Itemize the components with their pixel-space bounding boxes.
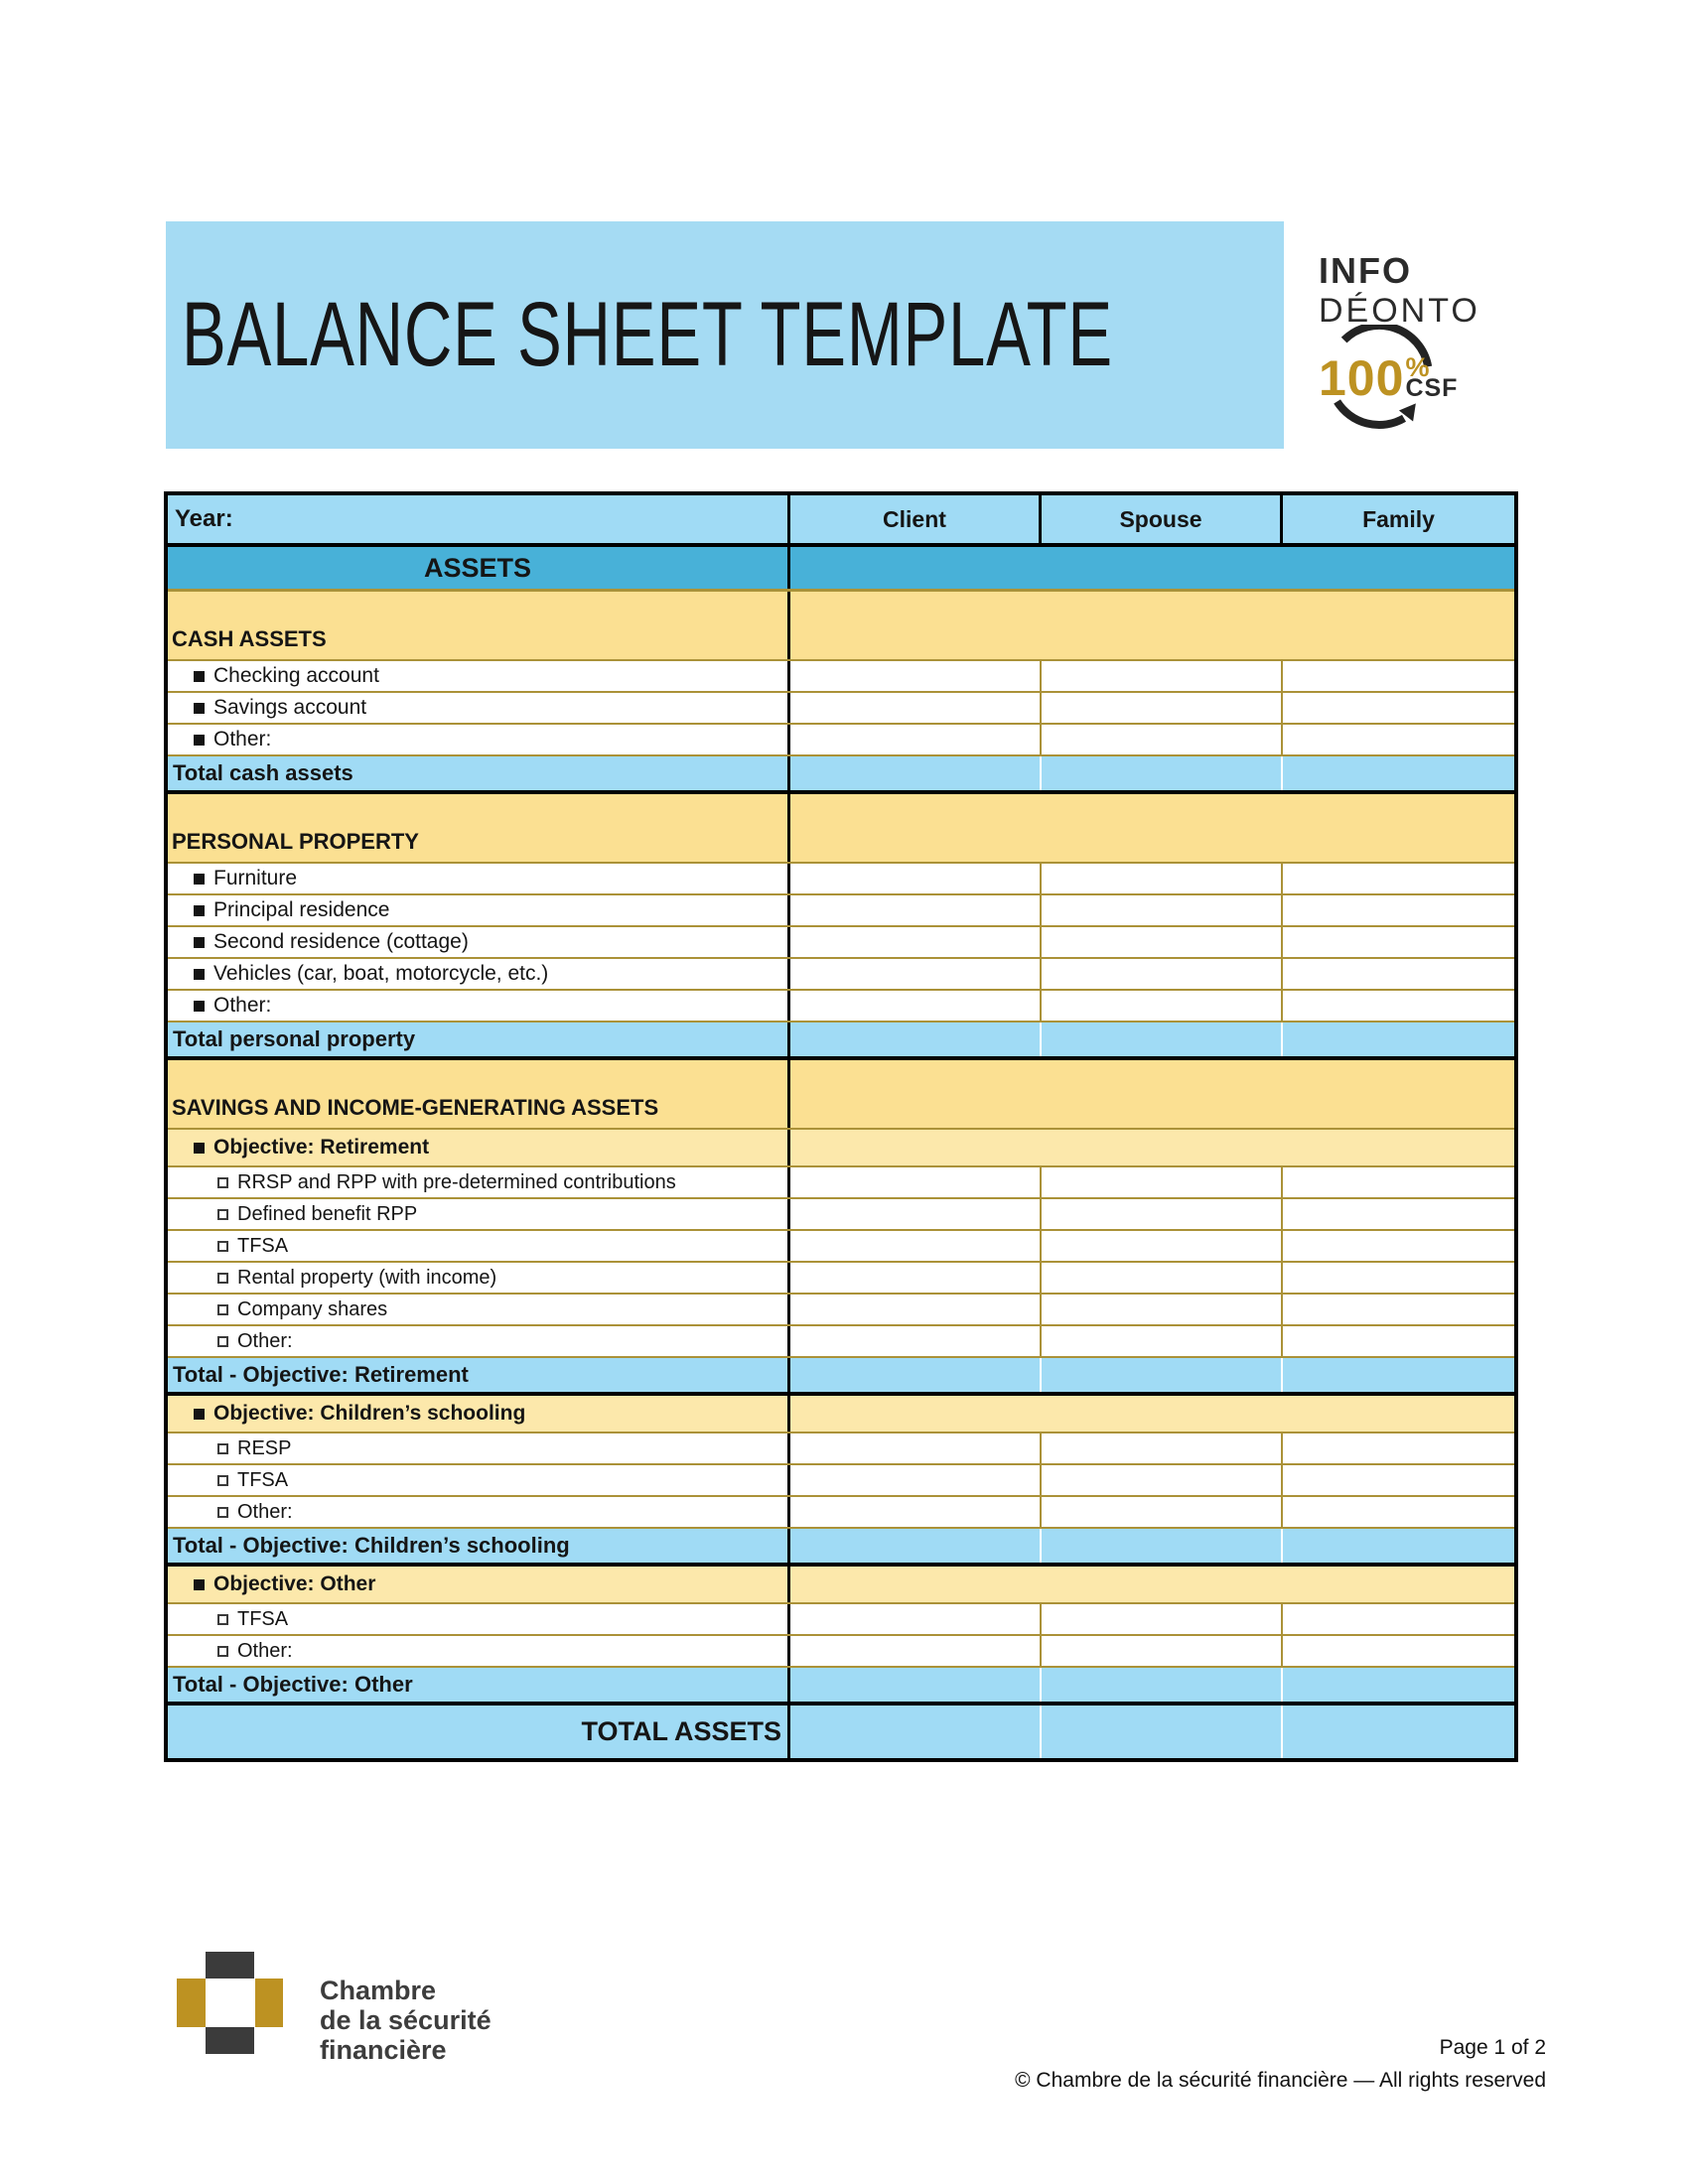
item-label: Principal residence (213, 898, 390, 921)
asset-subitem-row (168, 1263, 1514, 1295)
grandtotal-label-cell (168, 1706, 790, 1758)
total-label-cell (168, 756, 790, 790)
value-cell-spouse[interactable] (1042, 1433, 1283, 1463)
subitem-label-cell (168, 1636, 790, 1666)
value-cell-client[interactable] (790, 693, 1042, 723)
value-cell-spouse[interactable] (1042, 864, 1283, 893)
value-cell-spouse[interactable] (1042, 1167, 1283, 1197)
value-cell-family[interactable] (1283, 1668, 1514, 1702)
value-cell-client[interactable] (790, 864, 1042, 893)
objective-label: Objective: Children’s schooling (213, 1402, 526, 1425)
total-row (168, 1358, 1514, 1396)
section-label-cell (168, 592, 790, 659)
section-label: CASH ASSETS (172, 626, 327, 651)
open-square-checkbox-icon (217, 1507, 228, 1518)
asset-subitem-row (168, 1497, 1514, 1529)
asset-subitem-row (168, 1433, 1514, 1465)
section-label-cell (168, 794, 790, 862)
asset-subitem-row (168, 1604, 1514, 1636)
objective-label-cell (168, 1130, 790, 1165)
value-cell-spouse[interactable] (1042, 991, 1283, 1021)
info-deonto-logo (1319, 251, 1532, 464)
objective-label: Objective: Other (213, 1572, 376, 1595)
value-cell-family[interactable] (1283, 1023, 1514, 1056)
item-label-cell (168, 693, 790, 723)
value-cell-spouse[interactable] (1042, 1668, 1283, 1702)
value-cell-spouse[interactable] (1042, 1636, 1283, 1666)
title-banner (166, 221, 1284, 449)
section-header-row (168, 592, 1514, 661)
item-label-cell (168, 895, 790, 925)
value-cell-family[interactable] (1283, 1326, 1514, 1356)
open-square-checkbox-icon (217, 1336, 228, 1347)
value-cell-client[interactable] (790, 1529, 1042, 1563)
value-cell-client[interactable] (790, 1231, 1042, 1261)
copyright: © Chambre de la sécurité financière — All rights reserved (1015, 2069, 1546, 2092)
asset-subitem-row (168, 1167, 1514, 1199)
asset-item-row (168, 864, 1514, 895)
value-cell-client[interactable] (790, 895, 1042, 925)
value-cell-family[interactable] (1283, 1529, 1514, 1563)
total-label: Total - Objective: Children’s schooling (173, 1533, 570, 1558)
merged-shaded-cell (790, 1060, 1514, 1128)
total-row (168, 756, 1514, 794)
item-label-cell (168, 661, 790, 691)
value-cell-family[interactable] (1283, 1636, 1514, 1666)
value-cell-spouse[interactable] (1042, 693, 1283, 723)
value-cell-family[interactable] (1283, 991, 1514, 1021)
asset-subitem-row (168, 1636, 1514, 1668)
year-label: Year: (175, 505, 233, 532)
value-cell-spouse[interactable] (1042, 1358, 1283, 1392)
open-square-checkbox-icon (217, 1304, 228, 1315)
filled-square-bullet-icon (194, 735, 205, 746)
csf-logo-text (320, 1976, 492, 2065)
open-square-checkbox-icon (217, 1475, 228, 1486)
subitem-label: RESP (237, 1436, 292, 1459)
subitem-label: Defined benefit RPP (237, 1202, 418, 1225)
value-cell-spouse[interactable] (1042, 1295, 1283, 1324)
filled-square-bullet-icon (194, 969, 205, 980)
total-label-cell (168, 1023, 790, 1056)
subitem-label-cell (168, 1465, 790, 1495)
subitem-label: Rental property (with income) (237, 1266, 497, 1289)
item-label-cell (168, 927, 790, 957)
objective-label: Objective: Retirement (213, 1136, 430, 1159)
brand-csf-text: CSF (1405, 374, 1459, 402)
item-label-cell (168, 991, 790, 1021)
asset-subitem-row (168, 1326, 1514, 1358)
year-label-cell (168, 495, 790, 543)
filled-square-bullet-icon (194, 937, 205, 948)
subitem-label-cell (168, 1231, 790, 1261)
value-cell-family[interactable] (1283, 1199, 1514, 1229)
asset-item-row (168, 725, 1514, 756)
value-cell-client[interactable] (790, 1433, 1042, 1463)
open-square-checkbox-icon (217, 1177, 228, 1188)
item-label: Second residence (cottage) (213, 930, 469, 953)
subitem-label-cell (168, 1167, 790, 1197)
section-label: SAVINGS AND INCOME-GENERATING ASSETS (172, 1095, 659, 1120)
filled-square-bullet-icon (194, 1409, 205, 1420)
value-cell-family[interactable] (1283, 756, 1514, 790)
value-cell-spouse[interactable] (1042, 661, 1283, 691)
grandtotal-label: TOTAL ASSETS (581, 1716, 781, 1746)
value-cell-family[interactable] (1283, 1231, 1514, 1261)
banner-label-cell (168, 547, 790, 589)
value-cell-spouse[interactable] (1042, 1023, 1283, 1056)
value-cell-client[interactable] (790, 927, 1042, 957)
merged-shaded-cell (790, 1130, 1514, 1165)
total-label: Total - Objective: Retirement (173, 1362, 469, 1387)
value-cell-spouse[interactable] (1042, 927, 1283, 957)
balance-sheet-table (164, 491, 1518, 1762)
value-cell-family[interactable] (1283, 959, 1514, 989)
value-cell-family[interactable] (1283, 1465, 1514, 1495)
asset-item-row (168, 693, 1514, 725)
table-header-row (168, 495, 1514, 547)
value-cell-client[interactable] (790, 1023, 1042, 1056)
merged-shaded-cell (790, 1567, 1514, 1602)
total-label: Total cash assets (173, 760, 353, 785)
filled-square-bullet-icon (194, 1579, 205, 1590)
total-label: Total personal property (173, 1026, 416, 1051)
value-cell-family[interactable] (1283, 693, 1514, 723)
value-cell-family[interactable] (1283, 895, 1514, 925)
item-label: Furniture (213, 867, 298, 889)
item-label: Checking account (213, 664, 379, 687)
subitem-label-cell (168, 1295, 790, 1324)
value-cell-client[interactable] (790, 1263, 1042, 1293)
open-square-checkbox-icon (217, 1273, 228, 1284)
value-cell-family[interactable] (1283, 1706, 1514, 1758)
merged-shaded-cell (790, 592, 1514, 659)
subitem-label-cell (168, 1604, 790, 1634)
value-cell-spouse[interactable] (1042, 1263, 1283, 1293)
csf-logo-right-bar (255, 1979, 283, 2027)
item-label-cell (168, 864, 790, 893)
value-cell-family[interactable] (1283, 1295, 1514, 1324)
banner-label: ASSETS (423, 552, 532, 583)
item-label: Other: (213, 728, 272, 751)
subitem-label: Other: (237, 1329, 293, 1352)
objective-label-cell (168, 1396, 790, 1432)
subitem-label: RRSP and RPP with pre-determined contributions (237, 1170, 676, 1193)
filled-square-bullet-icon (194, 703, 205, 714)
filled-square-bullet-icon (194, 905, 205, 916)
objective-label-cell (168, 1567, 790, 1602)
value-cell-client[interactable] (790, 1497, 1042, 1527)
filled-square-bullet-icon (194, 1143, 205, 1154)
section-header-row (168, 794, 1514, 864)
value-cell-client[interactable] (790, 1295, 1042, 1324)
brand-info-text: INFO (1319, 250, 1412, 291)
asset-item-row (168, 661, 1514, 693)
total-assets-row (168, 1706, 1514, 1758)
value-cell-client[interactable] (790, 1706, 1042, 1758)
brand-100-text: 100 (1319, 350, 1405, 406)
subitem-label-cell (168, 1263, 790, 1293)
subitem-label-cell (168, 1433, 790, 1463)
item-label-cell (168, 959, 790, 989)
subitem-label: TFSA (237, 1468, 289, 1491)
value-cell-spouse[interactable] (1042, 1604, 1283, 1634)
value-cell-family[interactable] (1283, 927, 1514, 957)
value-cell-family[interactable] (1283, 1497, 1514, 1527)
value-cell-spouse[interactable] (1042, 756, 1283, 790)
value-cell-client[interactable] (790, 725, 1042, 754)
value-cell-client[interactable] (790, 1465, 1042, 1495)
item-label: Savings account (213, 696, 367, 719)
value-cell-client[interactable] (790, 756, 1042, 790)
section-label-cell (168, 1060, 790, 1128)
total-label-cell (168, 1358, 790, 1392)
total-row (168, 1023, 1514, 1060)
objective-header-row (168, 1396, 1514, 1433)
value-cell-family[interactable] (1283, 1433, 1514, 1463)
value-cell-spouse[interactable] (1042, 725, 1283, 754)
subitem-label-cell (168, 1497, 790, 1527)
value-cell-client[interactable] (790, 1668, 1042, 1702)
total-label: Total - Objective: Other (173, 1672, 413, 1697)
asset-item-row (168, 991, 1514, 1023)
asset-item-row (168, 927, 1514, 959)
value-cell-family[interactable] (1283, 1263, 1514, 1293)
subitem-label: Company shares (237, 1297, 388, 1320)
csf-logo-top-bar (206, 1952, 254, 1979)
footer-right (1015, 2031, 1546, 2097)
subitem-label-cell (168, 1199, 790, 1229)
section-header-row (168, 1060, 1514, 1130)
open-square-checkbox-icon (217, 1646, 228, 1657)
filled-square-bullet-icon (194, 874, 205, 885)
asset-item-row (168, 959, 1514, 991)
csf-logo-text-line1: Chambre (320, 1976, 437, 2005)
value-cell-client[interactable] (790, 1358, 1042, 1392)
asset-subitem-row (168, 1465, 1514, 1497)
merged-shaded-cell (790, 1396, 1514, 1432)
brand-deonto-text: DÉONTO (1319, 292, 1480, 330)
value-cell-family[interactable] (1283, 725, 1514, 754)
column-header-client: Client (790, 495, 1042, 543)
value-cell-client[interactable] (790, 1604, 1042, 1634)
csf-logo-left-bar (177, 1979, 206, 2027)
item-label-cell (168, 725, 790, 754)
value-cell-family[interactable] (1283, 1358, 1514, 1392)
subitem-label-cell (168, 1326, 790, 1356)
merged-shaded-cell (790, 794, 1514, 862)
section-label: PERSONAL PROPERTY (172, 829, 419, 854)
asset-subitem-row (168, 1199, 1514, 1231)
open-square-checkbox-icon (217, 1209, 228, 1220)
value-cell-spouse[interactable] (1042, 1497, 1283, 1527)
page-title: BALANCE SHEET TEMPLATE (182, 284, 1113, 385)
page-number: Page 1 of 2 (1439, 2036, 1546, 2059)
value-cell-family[interactable] (1283, 661, 1514, 691)
csf-logo-bottom-bar (206, 2027, 254, 2054)
open-square-checkbox-icon (217, 1614, 228, 1625)
value-cell-client[interactable] (790, 1326, 1042, 1356)
total-row (168, 1668, 1514, 1706)
value-cell-spouse[interactable] (1042, 1326, 1283, 1356)
objective-header-row (168, 1130, 1514, 1167)
subitem-label: Other: (237, 1500, 293, 1523)
value-cell-client[interactable] (790, 1636, 1042, 1666)
value-cell-family[interactable] (1283, 864, 1514, 893)
value-cell-spouse[interactable] (1042, 1465, 1283, 1495)
merged-shaded-cell (790, 547, 1514, 589)
open-square-checkbox-icon (217, 1241, 228, 1252)
item-label: Vehicles (car, boat, motorcycle, etc.) (213, 962, 549, 985)
objective-header-row (168, 1567, 1514, 1604)
csf-logo-text-line3: financière (320, 2035, 447, 2065)
subitem-label: TFSA (237, 1234, 289, 1257)
open-square-checkbox-icon (217, 1443, 228, 1454)
value-cell-family[interactable] (1283, 1604, 1514, 1634)
column-header-spouse: Spouse (1042, 495, 1283, 543)
subitem-label: TFSA (237, 1607, 289, 1630)
asset-item-row (168, 895, 1514, 927)
asset-subitem-row (168, 1231, 1514, 1263)
brand-percent-text: % (1405, 352, 1430, 382)
value-cell-spouse[interactable] (1042, 895, 1283, 925)
asset-subitem-row (168, 1295, 1514, 1326)
column-header-family: Family (1362, 505, 1435, 532)
total-row (168, 1529, 1514, 1567)
value-cell-client[interactable] (790, 991, 1042, 1021)
value-cell-client[interactable] (790, 661, 1042, 691)
value-cell-client[interactable] (790, 1167, 1042, 1197)
filled-square-bullet-icon (194, 1001, 205, 1012)
hundred-percent-csf-badge (1319, 325, 1497, 464)
value-cell-family[interactable] (1283, 1167, 1514, 1197)
item-label: Other: (213, 994, 272, 1017)
value-cell-spouse[interactable] (1042, 959, 1283, 989)
value-cell-client[interactable] (790, 959, 1042, 989)
csf-cross-logo (177, 1952, 283, 2054)
value-cell-spouse[interactable] (1042, 1706, 1283, 1758)
value-cell-client[interactable] (790, 1199, 1042, 1229)
filled-square-bullet-icon (194, 671, 205, 682)
value-cell-spouse[interactable] (1042, 1231, 1283, 1261)
total-label-cell (168, 1668, 790, 1702)
assets-banner-row (168, 547, 1514, 592)
subitem-label: Other: (237, 1639, 293, 1662)
value-cell-spouse[interactable] (1042, 1529, 1283, 1563)
value-cell-spouse[interactable] (1042, 1199, 1283, 1229)
csf-logo-text-line2: de la sécurité (320, 2005, 492, 2035)
total-label-cell (168, 1529, 790, 1563)
